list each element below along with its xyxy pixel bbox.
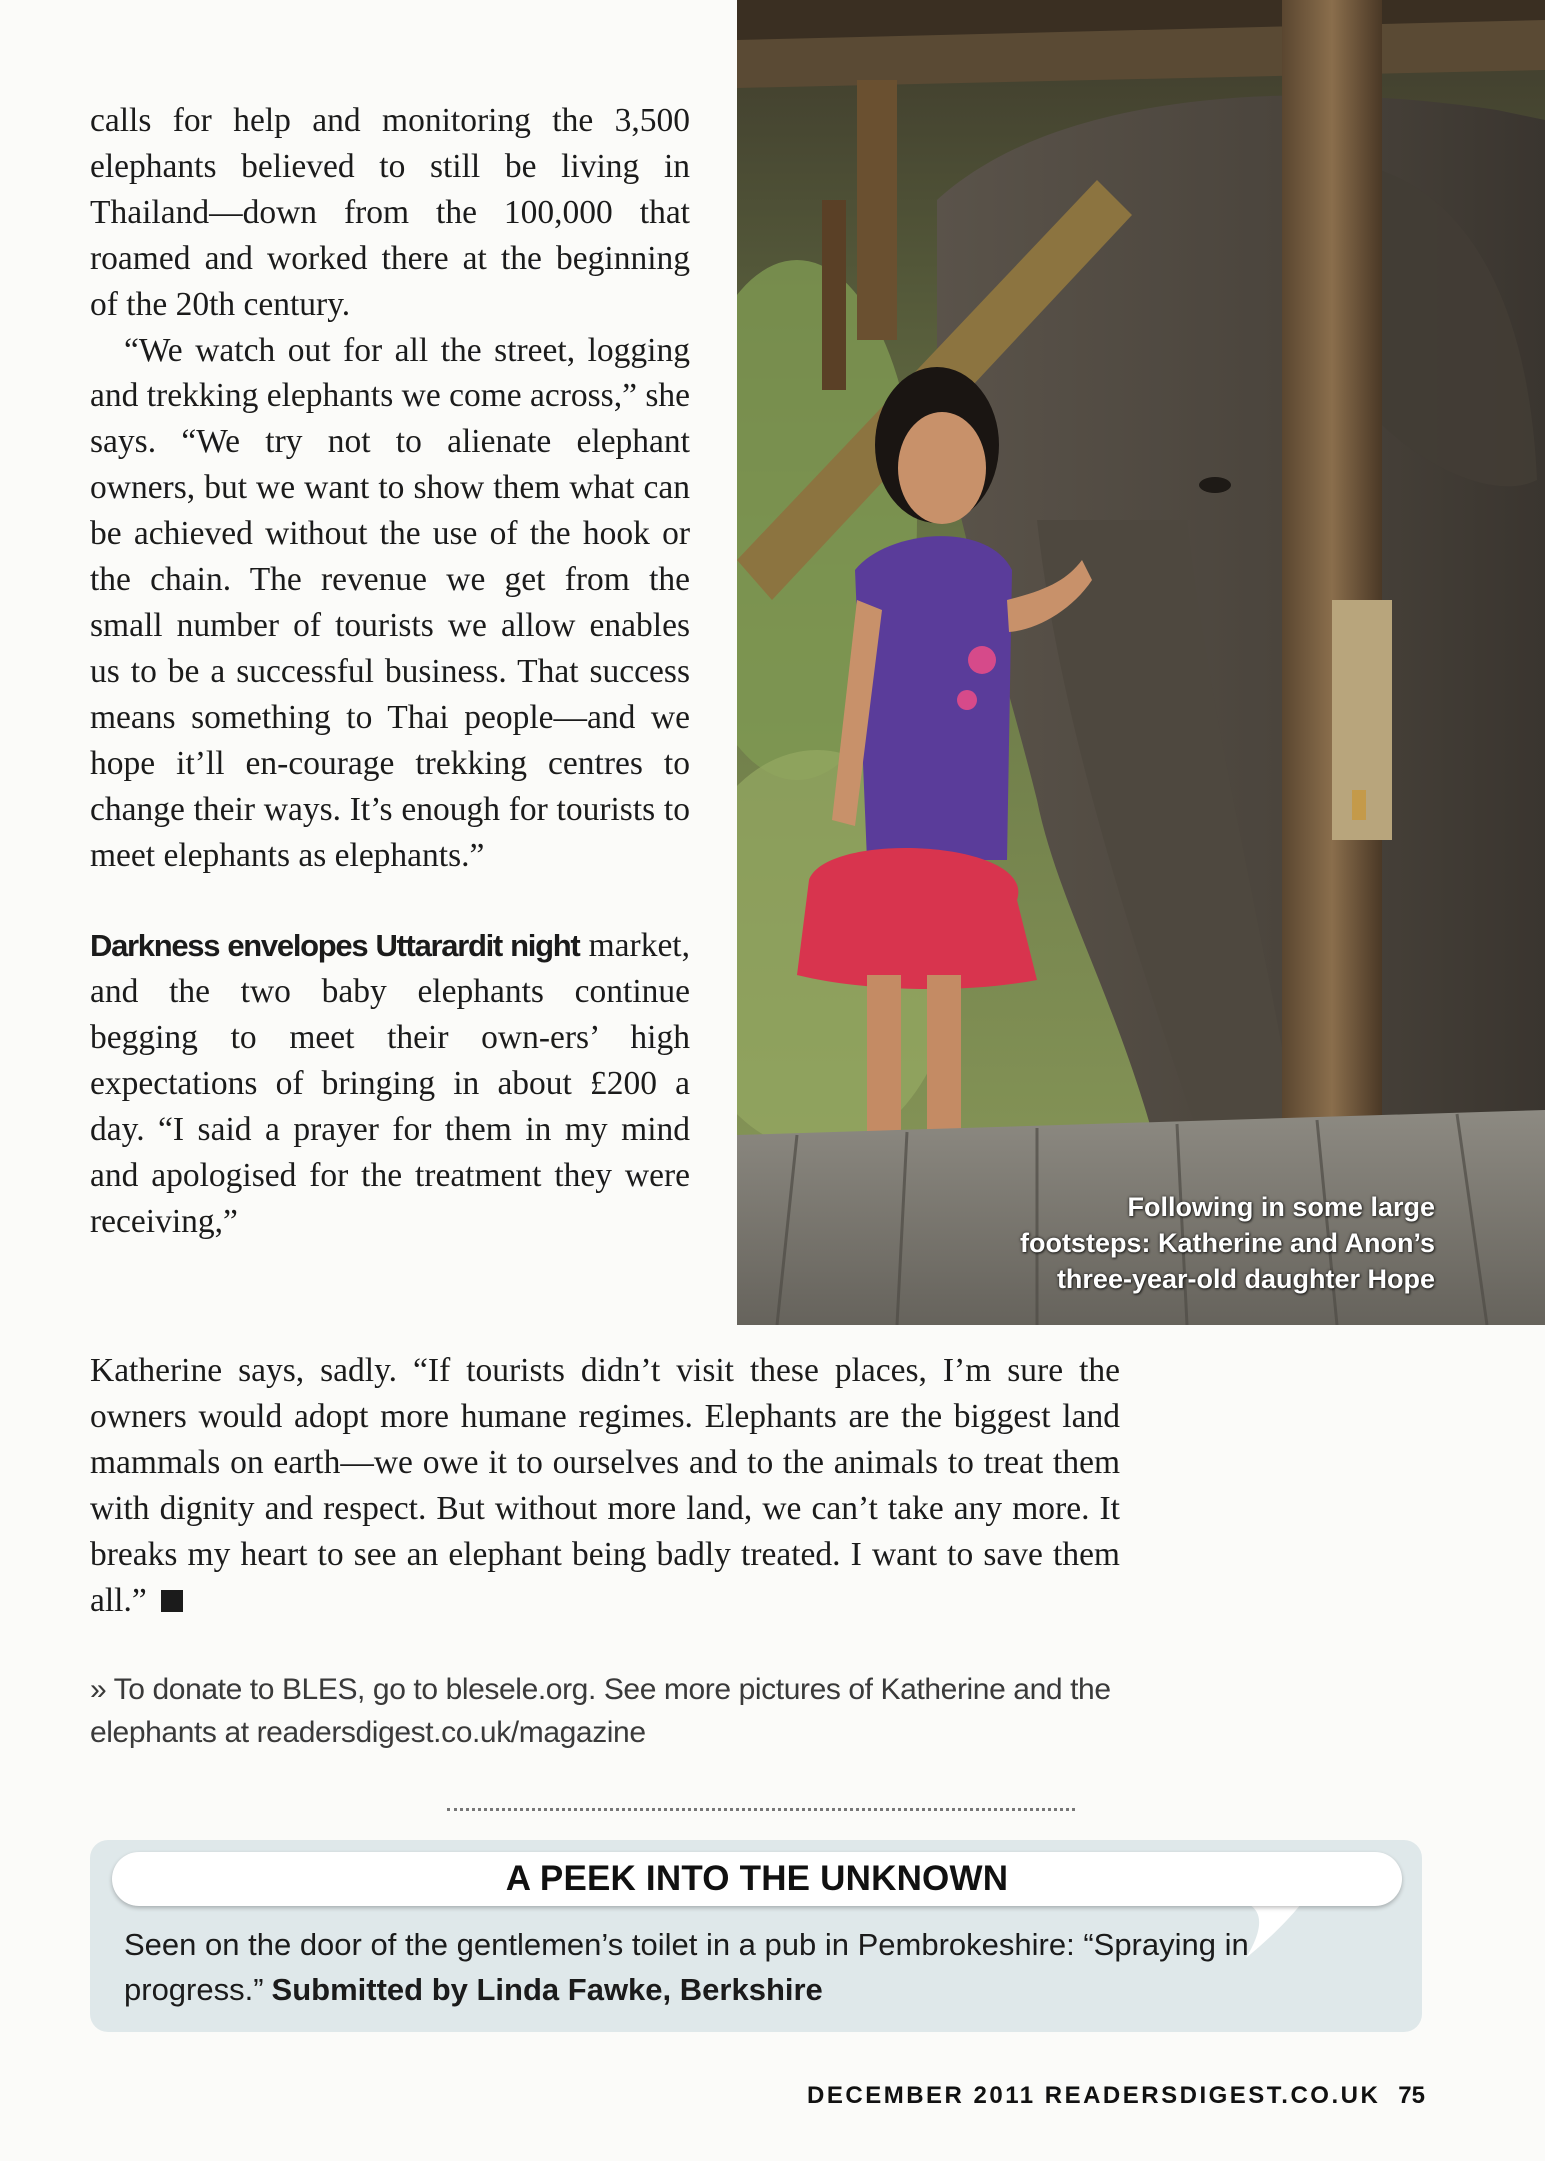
article-paragraph-text: Katherine says, sadly. “If tourists didn’t visit these places, I’m sure the owners would adopt more humane regimes. Elephants are the biggest land mammals on earth—we owe it to ourselves and to the animals to treat them with dignity and respect. But without more land, we can’t take any more. It breaks my heart to see an elephant being badly treated. I want to save them all.” [90, 1352, 1120, 1619]
photo-caption: Following in some large footsteps: Katherine and Anon’s three-year-old daughter Hope [1019, 1192, 1435, 1294]
page-number: 75 [1398, 2082, 1425, 2109]
filler-box-text: Seen on the door of the gentlemen’s toilet in a pub in Pembrokeshire: “Spraying in progress.” [124, 1927, 1249, 2007]
article-paragraph [90, 1348, 1120, 1623]
article-photo [737, 0, 1545, 1325]
article-continuation [90, 1348, 1120, 1623]
article-paragraph: “We watch out for all the street, logging and trekking elephants we come across,” she says. “We try not to alienate elephant owners, but we want to show them what can be achieved without the use of the hook or the chain. The revenue we get from the small number of tourists we allow enables us to be a successful business. That success means something to Thai people—and we hope it’ll en-courage trekking centres to change their ways. It’s enough for tourists to meet elephants as elephants.” [90, 331, 690, 874]
article-paragraph: calls for help and monitoring the 3,500 elephants believed to still be living in Thailand—down from the 100,000 that roamed and worked there at the beginning of the 20th century. [90, 102, 690, 323]
article-paragraph [90, 923, 690, 1244]
page-footer [807, 2082, 1425, 2110]
filler-box-body [124, 1922, 1304, 2012]
paragraph-gap [90, 878, 690, 923]
section-divider [447, 1808, 1075, 1811]
filler-box-title: A PEEK INTO THE UNKNOWN [505, 1859, 1009, 1898]
end-of-article-mark [161, 1590, 183, 1612]
donate-note: » To donate to BLES, go to blesele.org. See more pictures of Katherine and the elephants at readersdigest.co.uk/magazine [90, 1673, 1111, 1749]
footer-text: DECEMBER 2011 READERSDIGEST.CO.UK [807, 2082, 1381, 2109]
photo-illustration [737, 0, 1545, 1325]
filler-box-credit: Submitted by Linda Fawke, Berkshire [271, 1972, 823, 2007]
article-paragraph-text: market, and the two baby elephants continue begging to meet their own-ers’ high expectations of bringing in about £200 a day. “I said a prayer for them in my mind and apologised for the treatment they were receiving,” [90, 927, 690, 1240]
section-lead-in: Darkness envelopes Uttarardit night [90, 928, 580, 964]
article-column [90, 98, 690, 1245]
